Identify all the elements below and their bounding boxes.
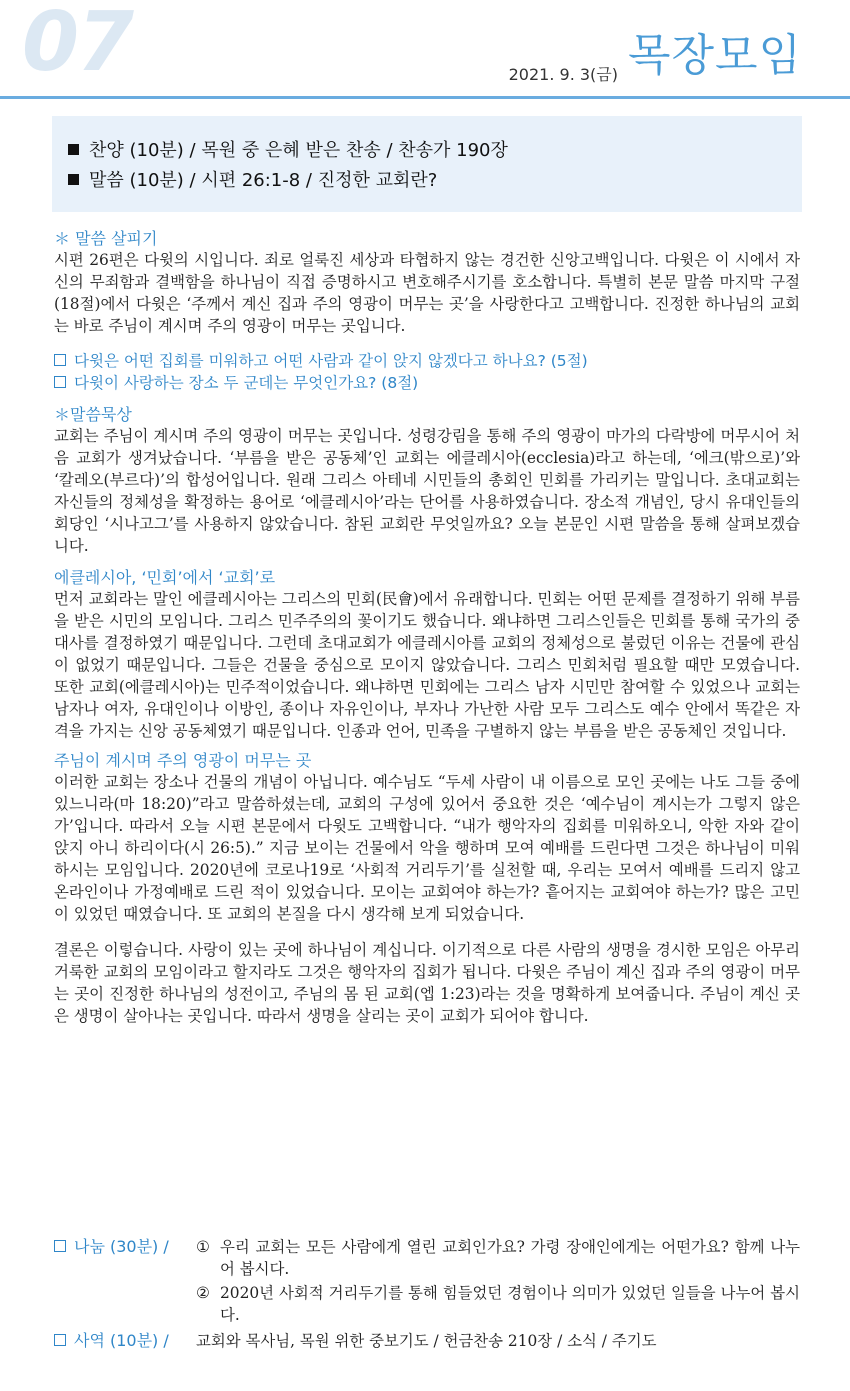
sharing-item-text: 2020년 사회적 거리두기를 통해 힘들었던 경험이나 의미가 있었던 일들을 나누어 봅시다.: [220, 1284, 800, 1324]
section-text-ecclesia: 먼저 교회라는 말인 에클레시아는 그리스의 민회(民會)에서 유래합니다. 민회는 어떤 문제를 결정하기 위해 부름을 받은 시민의 모임니다. 그리스 민주주의의 꽃이기도 했습니다. 왜냐하면 그리스인들은 민회를 통해 국가의 중대사를 결정하였기 때문입니다. 그런데 초대교회가 에클레시아를 교회의 정체성으로 불렀던 이유는 건물에 관심이 없었기 때문입니다. 그들은 건물을 중심으로 모이지 않았습니다. 그리스 민회처럼 필요할 때만 모였습니다. 또한 교회(에클레시아)는 민주적이었습니다. 왜냐하면 민회에는 그리스 남자 시민만 참여할 수 있었으나 교회는 남자나 여자, 유대인이나 이방인, 종이나 자유인이나, 부자나 가난한 사람 모두 그리스도 예수 안에서 똑같은 자격을 가지는 신앙 공동체였기 때문입니다. 인종과 언어, 민족을 구별하지 않는 부름을 받은 공동체인 것입니다.: [54, 590, 800, 740]
meeting-date: 2021. 9. 3(금): [508, 65, 618, 84]
agenda-word-text: 말씀 (10분) / 시편 26:1-8 / 진정한 교회란?: [89, 170, 438, 191]
mission-label: [54, 1330, 196, 1352]
section-text-meditation: 교회는 주님이 계시며 주의 영광이 머무는 곳입니다. 성령강림을 통해 주의 영광이 마가의 다락방에 머무시어 처음 교회가 생겨났습니다. ‘부름을 받은 공동체’인 교회는 에클레시아(ecclesia)라고 하는데, ‘에크(밖으로)’와 ‘칼레오(부르다)’의 합성어입니다. 원래 그리스 아테네 시민들의 총회인 민회를 가리키는 말입니다. 초대교회는 자신들의 정체성을 확정하는 용어로 ‘에클레시아’라는 단어를 사용하였습니다. 장소적 개념인, 당시 유대인들의 회당인 ‘시나고그’를 사용하지 않았습니다. 참된 교회란 무엇일까요? 오늘 본문인 시편 말씀을 통해 살펴보겠습니다.: [54, 427, 800, 555]
agenda-word: [68, 166, 802, 196]
section-text-presence: 이러한 교회는 장소나 건물의 개념이 아닙니다. 예수님도 “두세 사람이 내 이름으로 모인 곳에는 나도 그들 중에 있느니라(마 18:20)”라고 말씀하셨는데, 교회의 구성에 있어서 중요한 것은 ‘예수님이 계시는가 그렇지 않은가’입니다. 따라서 오늘 시편 본문에서 다윗도 고백합니다. “내가 행악자의 집회를 미워하오니, 악한 자와 같이 앉지 아니 하리이다(시 26:5).” 지금 보이는 건물에서 악을 행하며 모여 예배를 드린다면 그것은 하나님이 미워하시는 모임입니다. 2020년에 코로나19로 ‘사회적 거리두기’를 실천할 때, 우리는 모여서 예배를 드리지 않고 온라인이나 가정예배로 드린 적이 있었습니다. 모이는 교회여야 하는가? 흩어지는 교회여야 하는가? 많은 고민이 있었던 때였습니다. 또 교회의 본질을 다시 생각해 보게 되었습니다.: [54, 773, 800, 923]
spacer: [54, 337, 800, 351]
page-number: 07: [22, 0, 133, 90]
page-title: 목장모임: [627, 30, 802, 81]
spacer: [54, 394, 800, 404]
section-heading-examine: ＊ 말씀 살피기: [54, 229, 158, 248]
sharing-label-text: 나눔 (30분) /: [74, 1237, 169, 1256]
section-heading-meditation: ＊말씀묵상: [54, 405, 132, 424]
sharing-item: [196, 1236, 800, 1280]
checkbox-square-icon: [54, 376, 66, 388]
checkbox-square-icon: [54, 354, 66, 366]
sharing-label: [54, 1236, 196, 1328]
square-bullet-icon: [68, 174, 79, 185]
question-item: [54, 351, 800, 373]
mission-row: [54, 1330, 800, 1352]
question-text: 다윗은 어떤 집회를 미워하고 어떤 사람과 같이 앉지 않겠다고 하나요? (5절): [74, 352, 588, 370]
agenda-hymn-text: 찬양 (10분) / 목원 중 은혜 받은 찬송 / 찬송가 190장: [89, 140, 508, 161]
section-text-examine: 시편 26편은 다윗의 시입니다. 죄로 얼룩진 세상과 타협하지 않는 경건한 신앙고백입니다. 다윗은 이 시에서 자신의 무죄함과 결백함을 하나님이 직접 증명하시고 변호해주시기를 호소합니다. 특별히 본문 말씀 마지막 구절(18절)에서 다윗은 ‘주께서 계신 집과 주의 영광이 머무는 곳’을 사랑한다고 고백합니다. 진정한 하나님의 교회는 바로 주님이 계시며 주의 영광이 머무는 곳입니다.: [54, 251, 800, 335]
main-content: [54, 228, 800, 1027]
checkbox-square-icon: [54, 1240, 66, 1252]
sharing-row: [54, 1236, 800, 1328]
section-text-conclusion: 결론은 이렇습니다. 사랑이 있는 곳에 하나님이 계십니다. 이기적으로 다른 사람의 생명을 경시한 모임은 아무리 거룩한 교회의 모임이라고 할지라도 그것은 행악자의 집회가 됩니다. 다윗은 주님이 계신 집과 주의 영광이 머무는 곳이 진정한 하나님의 성전이고, 주님의 몸 된 교회(엡 1:23)라는 것을 명확하게 보여줍니다. 주님이 계신 곳은 생명이 살아나는 곳입니다. 따라서 생명을 살리는 곳이 교회가 되어야 합니다.: [54, 941, 800, 1025]
sharing-items: [196, 1236, 800, 1328]
question-item: [54, 373, 800, 395]
question-text: 다윗이 사랑하는 장소 두 군데는 무엇인가요? (8절): [74, 373, 419, 392]
sharing-item-text: 우리 교회는 모든 사람에게 열린 교회인가요? 가령 장애인에게는 어떤가요? 함께 나누어 봅시다.: [220, 1238, 800, 1278]
checkbox-square-icon: [54, 1334, 66, 1346]
header-divider: [0, 96, 850, 99]
agenda-hymn: [68, 136, 802, 166]
spacer: [54, 925, 800, 939]
mission-text: 교회와 목사님, 목원 위한 중보기도 / 헌금찬송 210장 / 소식 / 주기도: [196, 1332, 657, 1350]
sharing-item: [196, 1282, 800, 1326]
spacer: [54, 557, 800, 567]
square-bullet-icon: [68, 144, 79, 155]
agenda-box: [52, 116, 802, 212]
mission-label-text: 사역 (10분) /: [74, 1331, 169, 1350]
section-heading-ecclesia: 에클레시아, ‘민회’에서 ‘교회’로: [54, 568, 276, 587]
circled-number: ①: [196, 1238, 210, 1256]
section-heading-presence: 주님이 계시며 주의 영광이 머무는 곳: [54, 751, 312, 770]
circled-number: ②: [196, 1284, 210, 1302]
spacer: [54, 742, 800, 750]
sharing-section: [54, 1236, 800, 1352]
